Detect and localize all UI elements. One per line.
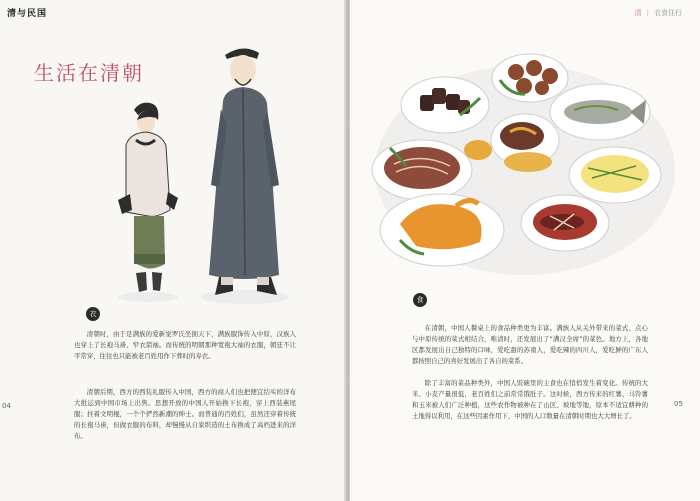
food-paragraph-1: 在清朝，中国人餐桌上的食品种类更为丰富。满族人从关外带来的菜式、点心与中原传统的菜式相结合，唯清时，还发展出了“满汉全席”的菜色。地方上，各地区都发展出自己独特的口味，爱吃甜的苏南人，爱吃辣的四川人，爱吃鲜的广东人都按照自己的喜好发展出了各自的菜系。: [412, 324, 648, 365]
left-page: [0, 0, 346, 501]
woman-illustration: [108, 100, 188, 305]
food-badge: 食: [413, 293, 427, 307]
clothing-paragraph-1: 清朝时，由于是满族的爱新觉罗氏坐拥天下，满族服饰传入中原，汉族人也穿上了长袍马褂、窄衣箭袖。而传统的明朝那种宽袍大袖的衣服，朝廷不让平常穿，往往也只能被老百姓用作下葬时的寿衣。: [74, 330, 296, 360]
man-illustration: [195, 45, 295, 305]
header-section-subtitle: 衣食住行: [654, 9, 682, 17]
right-page: [350, 0, 700, 501]
header-divider: |: [646, 9, 649, 17]
clothing-badge: 衣: [86, 307, 100, 321]
food-paragraph-2: 除了丰富的菜品种类外，中国人饭碗里的主食也在悄悄发生着变化。传统的大米、小麦产量很低，老百姓们之前常常饿肚子。这时候，西方传来的红薯、马铃薯和玉米被人们广泛种植，这些农作物被种在了山区、坡地等地，原本不适宜耕种的土地得以利用，在这些因素作用下，中国的人口数量在清朝时期也大大增长了。: [412, 379, 648, 420]
clothing-paragraph-2: 清朝后期，西方的西装礼服传入中国，西方的商人们也把便宜结实的洋布大批运到中国市场上出售。思想开放的中国人开始换下长袍，穿上西装燕尾服；拄着文明棍，一个个俨然新潮的绅士。而普通的百姓们，虽然还穿着传统的长袍马褂，但做衣服的布料，却慢慢从自家织造的土布换成了高档进来的洋布。: [74, 388, 296, 440]
header-section-title: 清: [634, 9, 642, 17]
banquet-dishes-illustration: [360, 40, 680, 285]
running-header-right: [635, 8, 682, 18]
page-number-left: 04: [2, 402, 11, 410]
page-number-right: 05: [674, 400, 683, 408]
running-header-left: 清与民国: [7, 9, 48, 19]
page-title: 生活在清朝: [34, 61, 144, 85]
